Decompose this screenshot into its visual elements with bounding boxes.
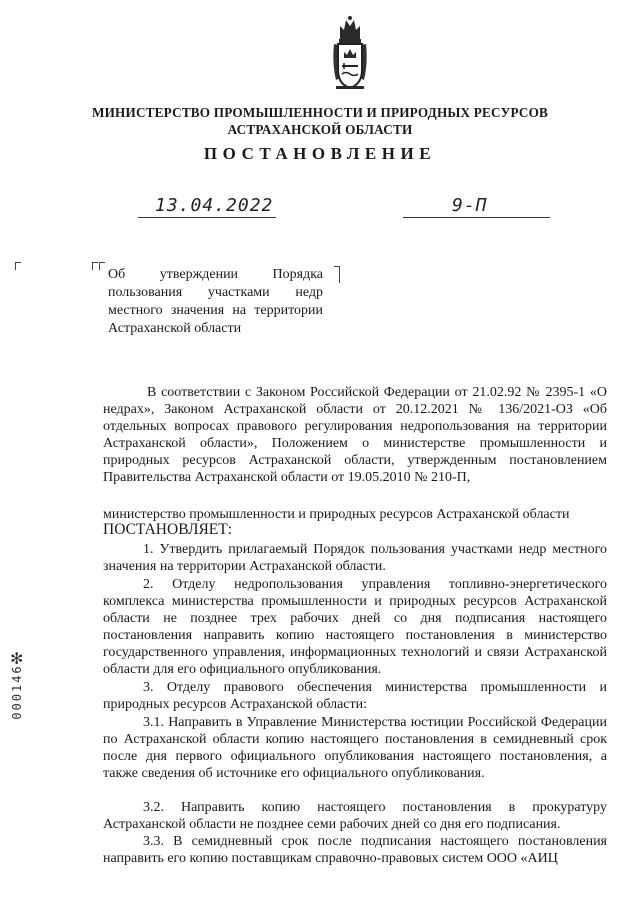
resolves-heading: ПОСТАНОВЛЯЕТ: (103, 521, 233, 538)
preamble-paragraph: В соответствии с Законом Российской Федерации от 21.02.92 № 2395-1 «О недрах», Законом Астраханской области от 20.12.2021 № 136/2021-ОЗ «Об отдельных вопросах правового регулирования недропользования на территории Астраханской области», Положением о министерстве промышленности и природных ресурсов Астраханской области, утвержденным постановлением Правительства Астраханской области от 19.05.2010 № 210-П, (103, 385, 607, 486)
document-subject: Об утверждении Порядка пользования участками недр местного значения на территории Астраханской области (108, 267, 323, 336)
corner-mark (99, 262, 105, 270)
document-type-title: ПОСТАНОВЛЕНИЕ (203, 144, 437, 163)
ministry-name-line2: АСТРАХАНСКОЙ ОБЛАСТИ (227, 122, 413, 137)
item-1: 1. Утвердить прилагаемый Порядок пользования участками недр местного значения на территории Астраханской области. (103, 542, 607, 575)
document-number: 9-П (452, 195, 488, 216)
stamp-serial-number: 000146 (10, 664, 24, 720)
document-date: 13.04.2022 (155, 195, 274, 216)
item-3-1: 3.1. Направить в Управление Министерства юстиции Российской Федерации по Астраханской области копию настоящего постановления в семидневный срок после дня первого официального опубликования настоящего постановления, а также сведения об источнике его официального опубликования. (103, 715, 607, 782)
stamp-asterisk-icon: ✻ (10, 649, 24, 668)
date-underline (138, 217, 276, 218)
item-2: 2. Отделу недропользования управления топливно-энергетического комплекса министерства промышленности и природных ресурсов Астраханской области не позднее трех рабочих дней со дня подписания настоящего постановления направить копию настоящего постановления в министерство государственного управления, информационных технологий и связи Астраханской области для его официального опубликования. (103, 577, 607, 678)
coat-of-arms-icon (326, 14, 374, 92)
number-underline (403, 217, 550, 218)
item-3-3: 3.3. В семидневный срок после подписания настоящего постановления направить его копию поставщикам справочно-правовых систем ООО «АИЦ (103, 834, 607, 867)
registration-stamp (6, 649, 30, 745)
item-3: 3. Отделу правового обеспечения министерства промышленности и природных ресурсов Астраханской области: (103, 680, 607, 713)
corner-mark (15, 262, 21, 270)
issuer-line: министерство промышленности и природных ресурсов Астраханской области (103, 507, 570, 522)
corner-mark (92, 262, 98, 270)
corner-mark (334, 266, 340, 283)
item-3-2: 3.2. Направить копию настоящего постановления в прокуратуру Астраханской области не позднее семи рабочих дней со дня его подписания. (103, 800, 607, 833)
ministry-name-line1: МИНИСТЕРСТВО ПРОМЫШЛЕННОСТИ И ПРИРОДНЫХ РЕСУРСОВ (91, 105, 549, 120)
